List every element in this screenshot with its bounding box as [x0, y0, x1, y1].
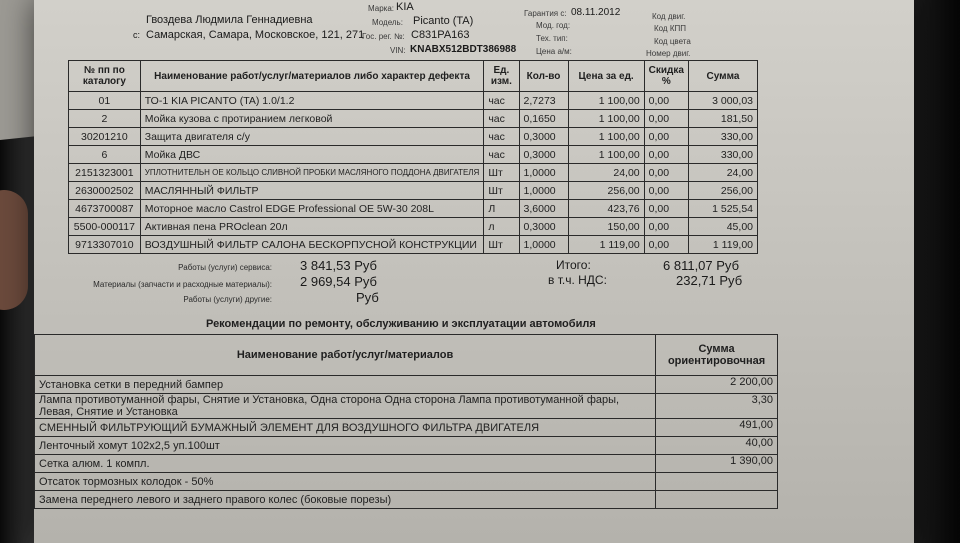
- rec-name: Отсаток тормозных колодок - 50%: [35, 473, 656, 491]
- row-discount: 0,00: [644, 146, 688, 164]
- row-code: 4673700087: [69, 200, 141, 218]
- row-code: 2: [69, 110, 141, 128]
- rec-name: Лампа противотуманной фары, Снятие и Установка, Одна сторона Одна сторона Лампа противотуманной фары, Левая, Снятие и Установка: [35, 394, 656, 419]
- vat-value: 232,71 Руб: [676, 273, 743, 288]
- row-discount: 0,00: [644, 128, 688, 146]
- table-row: [69, 128, 758, 146]
- rec-sum: 2 200,00: [656, 376, 778, 394]
- row-price: 150,00: [568, 218, 644, 236]
- row-discount: 0,00: [644, 236, 688, 254]
- row-sum: 45,00: [688, 218, 757, 236]
- row-unit: Шт: [484, 236, 519, 254]
- row-qty: 1,0000: [519, 164, 568, 182]
- materials-value: 2 969,54 Руб: [300, 274, 377, 289]
- rec-name: СМЕННЫЙ ФИЛЬТРУЮЩИЙ БУМАЖНЫЙ ЭЛЕМЕНТ ДЛЯ ВОЗДУШНОГО ФИЛЬТРА ДВИГАТЕЛЯ: [35, 419, 656, 437]
- row-sum: 181,50: [688, 110, 757, 128]
- row-qty: 3,6000: [519, 200, 568, 218]
- other-value: Руб: [356, 290, 379, 305]
- table-row: [69, 236, 758, 254]
- row-name: Мойка кузова с протиранием легковой: [140, 110, 484, 128]
- table-row: [69, 182, 758, 200]
- row-sum: 1 525,54: [688, 200, 757, 218]
- row-unit: час: [484, 110, 519, 128]
- plate-value: C831PA163: [411, 29, 470, 41]
- row-price: 1 100,00: [568, 92, 644, 110]
- price-label: Цена а/м:: [536, 47, 572, 56]
- services-value: 3 841,53 Руб: [300, 258, 377, 273]
- rec-col-name: Наименование работ/услуг/материалов: [35, 335, 656, 376]
- table-row: [69, 92, 758, 110]
- col-qty: Кол-во: [519, 61, 568, 92]
- vin-label: VIN:: [390, 46, 406, 55]
- row-name: Защита двигателя с/у: [140, 128, 484, 146]
- row-unit: час: [484, 146, 519, 164]
- client-address: Самарская, Самара, Московское, 121, 271: [146, 29, 365, 41]
- row-unit: Шт: [484, 164, 519, 182]
- works-header-row: [69, 61, 758, 92]
- row-price: 1 119,00: [568, 236, 644, 254]
- engine-code-label: Код двиг.: [652, 12, 686, 21]
- rec-sum: 1 390,00: [656, 455, 778, 473]
- row-price: 1 100,00: [568, 128, 644, 146]
- row-discount: 0,00: [644, 110, 688, 128]
- table-row: [35, 419, 778, 437]
- row-name: Моторное масло Castrol EDGE Professional OE 5W-30 208L: [140, 200, 484, 218]
- col-discount: Скидка %: [644, 61, 688, 92]
- table-row: [35, 376, 778, 394]
- color-code-label: Код цвета: [654, 37, 691, 46]
- client-address-label: с:: [133, 30, 141, 40]
- row-sum: 330,00: [688, 146, 757, 164]
- recommendations-table: [34, 334, 778, 509]
- row-unit: час: [484, 92, 519, 110]
- row-unit: Л: [484, 200, 519, 218]
- rec-header-row: [35, 335, 778, 376]
- row-code: 9713307010: [69, 236, 141, 254]
- row-qty: 0,3000: [519, 146, 568, 164]
- row-discount: 0,00: [644, 182, 688, 200]
- row-qty: 0,1650: [519, 110, 568, 128]
- row-qty: 1,0000: [519, 236, 568, 254]
- row-code: 5500-000117: [69, 218, 141, 236]
- row-code: 30201210: [69, 128, 141, 146]
- row-sum: 24,00: [688, 164, 757, 182]
- row-discount: 0,00: [644, 218, 688, 236]
- gearbox-code-label: Код КПП: [654, 24, 686, 33]
- row-name: Активная пена PROclean 20л: [140, 218, 484, 236]
- row-price: 1 100,00: [568, 146, 644, 164]
- row-discount: 0,00: [644, 164, 688, 182]
- table-row: [69, 110, 758, 128]
- row-name: ВОЗДУШНЫЙ ФИЛЬТР САЛОНА БЕСКОРПУСНОЙ КОНСТРУКЦИИ: [140, 236, 484, 254]
- warranty-date: 08.11.2012: [571, 7, 621, 18]
- row-price: 423,76: [568, 200, 644, 218]
- row-code: 2151323001: [69, 164, 141, 182]
- total-label: Итого:: [556, 258, 591, 272]
- col-price: Цена за ед.: [568, 61, 644, 92]
- row-sum: 3 000,03: [688, 92, 757, 110]
- recommendations-title: Рекомендации по ремонту, обслуживанию и эксплуатации автомобиля: [206, 318, 596, 330]
- brand-value: KIA: [396, 1, 414, 13]
- vin-value: KNABX512BDT386988: [410, 44, 517, 55]
- paper-slip: [0, 0, 38, 140]
- rec-col-sum: Сумма ориентировочная: [656, 335, 778, 376]
- brand-label: Марка:: [368, 4, 394, 13]
- works-table: [68, 60, 758, 254]
- rec-sum: 3,30: [656, 394, 778, 419]
- table-row: [69, 200, 758, 218]
- row-unit: час: [484, 128, 519, 146]
- row-sum: 330,00: [688, 128, 757, 146]
- row-qty: 2,7273: [519, 92, 568, 110]
- engine-no-label: Номер двиг.: [646, 49, 691, 58]
- rec-sum: [656, 491, 778, 509]
- table-row: [35, 455, 778, 473]
- row-name: МАСЛЯННЫЙ ФИЛЬТР: [140, 182, 484, 200]
- mod-year-label: Мод. год:: [536, 21, 571, 30]
- materials-label: Материалы (запчасти и расходные материалы):: [93, 280, 272, 289]
- row-price: 24,00: [568, 164, 644, 182]
- table-row: [69, 146, 758, 164]
- col-code: № пп по каталогу: [69, 61, 141, 92]
- row-unit: Шт: [484, 182, 519, 200]
- table-row: [69, 164, 758, 182]
- total-value: 6 811,07 Руб: [663, 258, 740, 273]
- table-row: [35, 473, 778, 491]
- col-name: Наименование работ/услуг/материалов либо характер дефекта: [140, 61, 484, 92]
- other-label: Работы (услуги) другие:: [183, 295, 272, 304]
- row-unit: л: [484, 218, 519, 236]
- model-value: Picanto (TA): [413, 15, 474, 27]
- rec-sum: 40,00: [656, 437, 778, 455]
- model-label: Модель:: [372, 18, 403, 27]
- row-sum: 256,00: [688, 182, 757, 200]
- table-row: [35, 491, 778, 509]
- rec-name: Установка сетки в передний бампер: [35, 376, 656, 394]
- background-right: [914, 0, 960, 543]
- row-price: 256,00: [568, 182, 644, 200]
- tech-type-label: Тех. тип:: [536, 34, 568, 43]
- row-discount: 0,00: [644, 92, 688, 110]
- row-qty: 1,0000: [519, 182, 568, 200]
- rec-name: Сетка алюм. 1 компл.: [35, 455, 656, 473]
- finger: [0, 190, 28, 310]
- services-label: Работы (услуги) сервиса:: [178, 263, 272, 272]
- row-qty: 0,3000: [519, 218, 568, 236]
- row-discount: 0,00: [644, 200, 688, 218]
- row-price: 1 100,00: [568, 110, 644, 128]
- row-sum: 1 119,00: [688, 236, 757, 254]
- row-name: УПЛОТНИТЕЛЬН ОЕ КОЛЬЦО СЛИВНОЙ ПРОБКИ МАСЛЯНОГО ПОДДОНА ДВИГАТЕЛЯ: [140, 164, 484, 182]
- col-unit: Ед. изм.: [484, 61, 519, 92]
- row-name: Мойка ДВС: [140, 146, 484, 164]
- vat-label: в т.ч. НДС:: [548, 273, 607, 287]
- row-qty: 0,3000: [519, 128, 568, 146]
- warranty-label: Гарантия с:: [524, 9, 567, 18]
- table-row: [35, 394, 778, 419]
- table-row: [35, 437, 778, 455]
- plate-label: Гос. рег. №:: [362, 32, 405, 41]
- rec-name: Ленточный хомут 102х2,5 уп.100шт: [35, 437, 656, 455]
- col-sum: Сумма: [688, 61, 757, 92]
- client-name: Гвоздева Людмила Геннадиевна: [146, 14, 313, 26]
- rec-sum: 491,00: [656, 419, 778, 437]
- row-code: 6: [69, 146, 141, 164]
- rec-name: Замена переднего левого и заднего правого колес (боковые порезы): [35, 491, 656, 509]
- table-row: [69, 218, 758, 236]
- rec-sum: [656, 473, 778, 491]
- row-name: ТО-1 KIA PICANTO (TA) 1.0/1.2: [140, 92, 484, 110]
- row-code: 01: [69, 92, 141, 110]
- row-code: 2630002502: [69, 182, 141, 200]
